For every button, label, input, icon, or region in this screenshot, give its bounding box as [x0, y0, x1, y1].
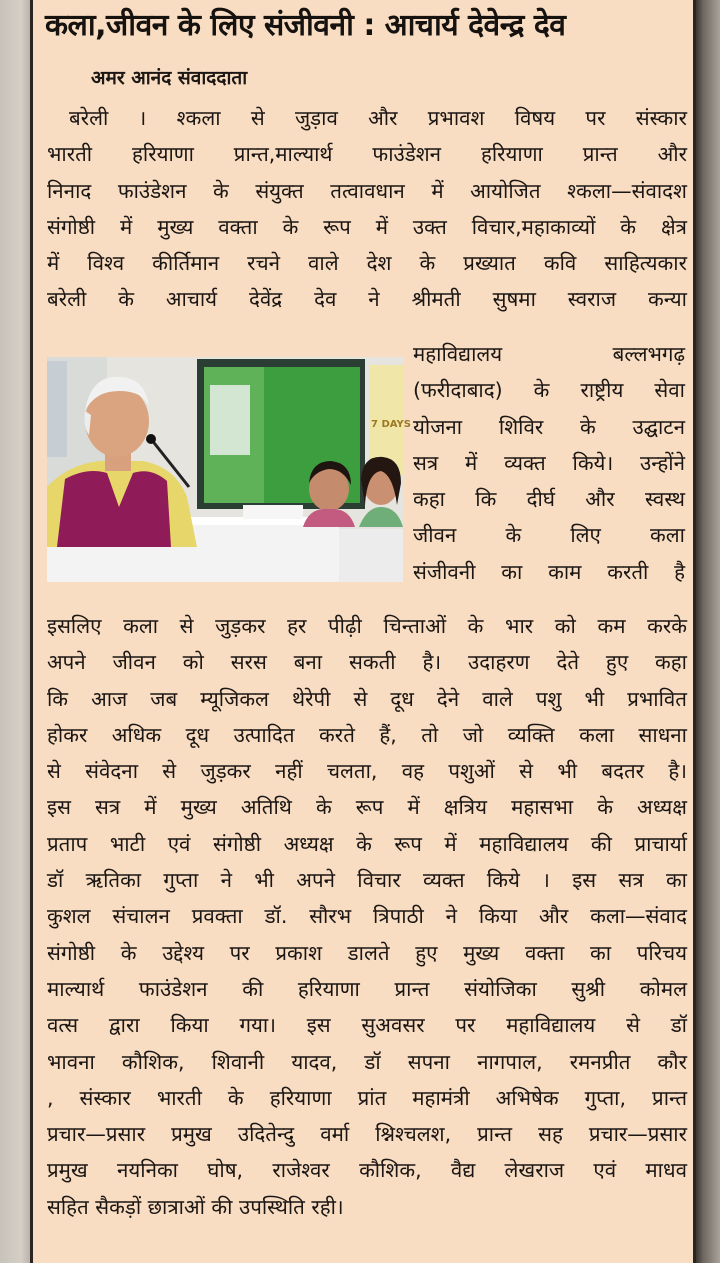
- text-line: कहा कि दीर्घ और स्वस्थ: [413, 487, 685, 512]
- text-line: जीवन के लिए कला: [413, 523, 685, 548]
- text-line: संगोष्ठी में मुख्य वक्ता के रूप में उक्त विचार,महाकाव्यों के क्षेत्र: [47, 214, 687, 239]
- text-line: प्रमुख नयनिका घोष, राजेश्वर कौशिक, वैद्य लेखराज एवं माधव: [47, 1158, 687, 1183]
- text-line: प्रताप भाटी एवं संगोष्ठी अध्यक्ष के रूप में महाविद्यालय की प्राचार्या: [47, 831, 687, 856]
- text-line: सत्र में व्यक्त किये। उन्होंने: [413, 450, 685, 475]
- background-left-margin: [0, 0, 30, 1263]
- text-line: निनाद फाउंडेशन के संयुक्त तत्वावधान में आयोजित श्कला—संवादश: [47, 178, 687, 203]
- text-line: कुशल संचालन प्रवक्ता डॉ. सौरभ त्रिपाठी ने किया और कला—संवाद: [47, 904, 687, 929]
- text-line: योजना शिविर के उद्घाटन: [413, 414, 685, 439]
- byline: अमर आनंद संवाददाता: [91, 67, 248, 89]
- article-text-beside-photo: [413, 336, 685, 590]
- text-line: प्रचार—प्रसार प्रमुख उदितेन्दु वर्मा श्निश्चलश, प्रान्त सह प्रचार—प्रसार: [47, 1122, 687, 1147]
- text-line: वत्स द्वारा किया गया। इस सुअवसर पर महाविद्यालय से डॉ: [47, 1013, 687, 1038]
- photo-poster-text: 7 DAYS: [371, 419, 411, 430]
- text-line: इसलिए कला से जुड़कर हर पीढ़ी चिन्ताओं के भार को कम करके: [47, 614, 687, 638]
- text-line: महाविद्यालय बल्लभगढ़: [413, 342, 685, 366]
- text-line: सहित सैकड़ों छात्राओं की उपस्थिति रही।: [47, 1194, 344, 1219]
- text-line: बरेली । श्कला से जुड़ाव और प्रभावश विषय पर संस्कार: [69, 106, 687, 130]
- text-line: माल्यार्थ फाउंडेशन की हरियाणा प्रान्त संयोजिका सुश्री कोमल: [47, 976, 687, 1001]
- text-line: से संवेदना से जुड़कर नहीं चलता, वह पशुओं से भी बदतर है।: [47, 759, 687, 784]
- text-line: भारती हरियाणा प्रान्त,माल्यार्थ फाउंडेशन हरियाणा प्रान्त और: [47, 142, 687, 167]
- text-line: संगोष्ठी के उद्देश्य पर प्रकाश डालते हुए मुख्य वक्ता का परिचय: [47, 940, 687, 965]
- background-right-margin: [696, 0, 720, 1263]
- text-line: , संस्कार भारती के हरियाणा प्रांत महामंत्री अभिषेक गुप्ता, प्रान्त: [47, 1085, 687, 1110]
- text-line: भावना कौशिक, शिवानी यादव, डॉ सपना नागपाल, रमनप्रीत कौर: [47, 1049, 687, 1074]
- article-photo: [47, 357, 411, 582]
- text-line: अपने जीवन को सरस बना सकती है। उदाहरण देते हुए कहा: [47, 650, 687, 675]
- article-text-bottom: [47, 608, 687, 1225]
- text-line: संजीवनी का काम करती है: [413, 559, 685, 584]
- text-line: होकर अधिक दूध उत्पादित करते हैं, तो जो व्यक्ति कला साधना: [47, 722, 687, 747]
- text-line: डॉ ऋतिका गुप्ता ने भी अपने विचार व्यक्त किये । इस सत्र का: [47, 868, 687, 893]
- text-line: में विश्व कीर्तिमान रचने वाले देश के प्रख्यात कवि साहित्यकार: [47, 251, 687, 276]
- headline: कला,जीवन के लिए संजीवनी : आचार्य देवेन्द्र देव: [45, 8, 566, 43]
- text-line: कि आज जब म्यूजिकल थेरेपी से दूध देने वाले पशु भी प्रभावित: [47, 686, 687, 711]
- article-text-top: [47, 100, 687, 318]
- text-line: बरेली के आचार्य देवेंद्र देव ने श्रीमती सुषमा स्वराज कन्या: [47, 287, 687, 312]
- text-line: (फरीदाबाद) के राष्ट्रीय सेवा: [413, 378, 685, 403]
- text-line: इस सत्र में मुख्य अतिथि के रूप में क्षत्रिय महासभा के अध्यक्ष: [47, 795, 687, 820]
- newspaper-clipping: [30, 0, 696, 1263]
